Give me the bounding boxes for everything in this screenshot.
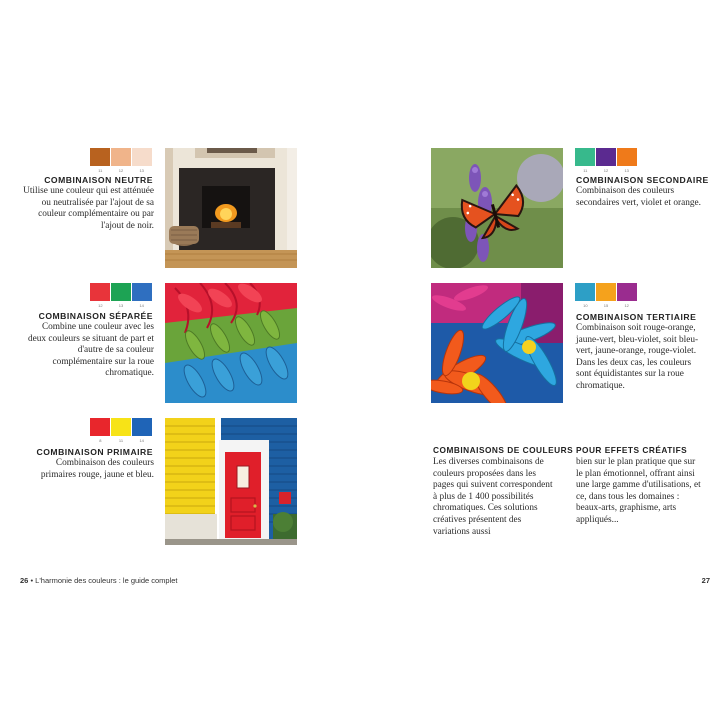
swatch-number: 11	[98, 168, 103, 173]
section-text-secondary: Combinaison des couleurs secondaires vert, violet et orange.	[576, 186, 701, 208]
daisies-photo	[431, 283, 563, 403]
swatch-numbers	[90, 168, 152, 173]
swatches-secondary	[575, 148, 637, 176]
swatch-number: 14	[139, 303, 144, 308]
parrot-feathers-photo	[165, 283, 297, 403]
section-title-neutral: COMBINAISON NEUTRE	[44, 175, 153, 185]
swatch	[596, 283, 616, 301]
section-text-tertiary: Combinaison soit rouge-orange, jaune-vert, bleu-violet, soit bleu-vert, jaune-orange, rouge-violet. Dans les deux cas, les couleurs sont équidistantes sur la roue chromatique.	[576, 323, 699, 391]
right-page-number: 27	[701, 576, 710, 585]
swatch-number: 10	[583, 303, 588, 308]
swatch-number: 13	[139, 168, 144, 173]
swatch-number: 12	[603, 168, 609, 173]
left-page-footer	[20, 576, 320, 585]
swatches-split	[90, 283, 152, 311]
swatch	[132, 148, 152, 166]
section-title-tertiary: COMBINAISON TERTIAIRE	[576, 312, 697, 322]
swatch-number: 13	[118, 303, 124, 308]
swatch	[90, 418, 110, 436]
section-title-primary: COMBINAISON PRIMAIRE	[36, 447, 153, 457]
swatch	[617, 283, 637, 301]
swatch-number: 11	[583, 168, 588, 173]
swatch	[111, 283, 131, 301]
swatch-numbers	[90, 303, 152, 308]
section-text-primary: Combinaison des couleurs primaires rouge, jaune et bleu.	[40, 458, 154, 480]
swatch	[132, 283, 152, 301]
section-text-split: Combine une couleur avec les deux couleurs se situant de part et d'autre de sa couleur complémentaire sur la roue chromatique.	[28, 322, 154, 379]
swatch-number: 12	[98, 303, 103, 308]
swatch-number: 12	[624, 303, 629, 308]
fireplace-photo	[165, 148, 297, 268]
creative-text-column-2: bien sur le plan pratique que sur le plan émotionnel, offrant ainsi une large gamme d'utilisations, et ce, dans tous les domaines : beaux-arts, graphisme, arts appliqués...	[576, 457, 701, 525]
swatches-tertiary	[575, 283, 637, 311]
creative-text-column-1: Les diverses combinaisons de couleurs proposées dans les pages qui suivent correspondent à plus de 1 400 possibilités chromatiques. Ces solutions créatives présentent des variations aussi	[433, 457, 553, 537]
red-door-house-photo	[165, 418, 297, 545]
swatch	[111, 418, 131, 436]
swatches-neutral	[90, 148, 152, 176]
swatch-numbers	[575, 303, 637, 308]
swatch-number: 11	[118, 438, 124, 443]
running-title: L'harmonie des couleurs : le guide complet	[35, 576, 178, 585]
swatch	[575, 148, 595, 166]
section-title-split: COMBINAISON SÉPARÉE	[38, 311, 153, 321]
swatch	[90, 283, 110, 301]
page-number: 26	[20, 576, 29, 585]
swatch	[132, 418, 152, 436]
creative-section-title: COMBINAISONS DE COULEURS POUR EFFETS CRÉATIFS	[433, 445, 688, 455]
swatch-number: 14	[139, 438, 144, 443]
butterfly-photo	[431, 148, 563, 268]
swatch	[617, 148, 637, 166]
section-text-neutral: Utilise une couleur qui est atténuée ou neutralisée par l'ajout de sa couleur complémentaire ou par l'ajout de noir.	[23, 186, 154, 231]
swatch	[111, 148, 131, 166]
swatch-number: 12	[118, 168, 124, 173]
swatch	[596, 148, 616, 166]
swatch-numbers	[90, 438, 152, 443]
swatch-number: 8	[99, 438, 102, 443]
swatch	[575, 283, 595, 301]
swatch-number: 13	[624, 168, 629, 173]
swatch	[90, 148, 110, 166]
swatches-primary	[90, 418, 152, 446]
swatch-number: 15	[603, 303, 609, 308]
section-title-secondary: COMBINAISON SECONDAIRE	[576, 175, 709, 185]
footer-bullet: •	[30, 576, 34, 585]
swatch-numbers	[575, 168, 637, 173]
